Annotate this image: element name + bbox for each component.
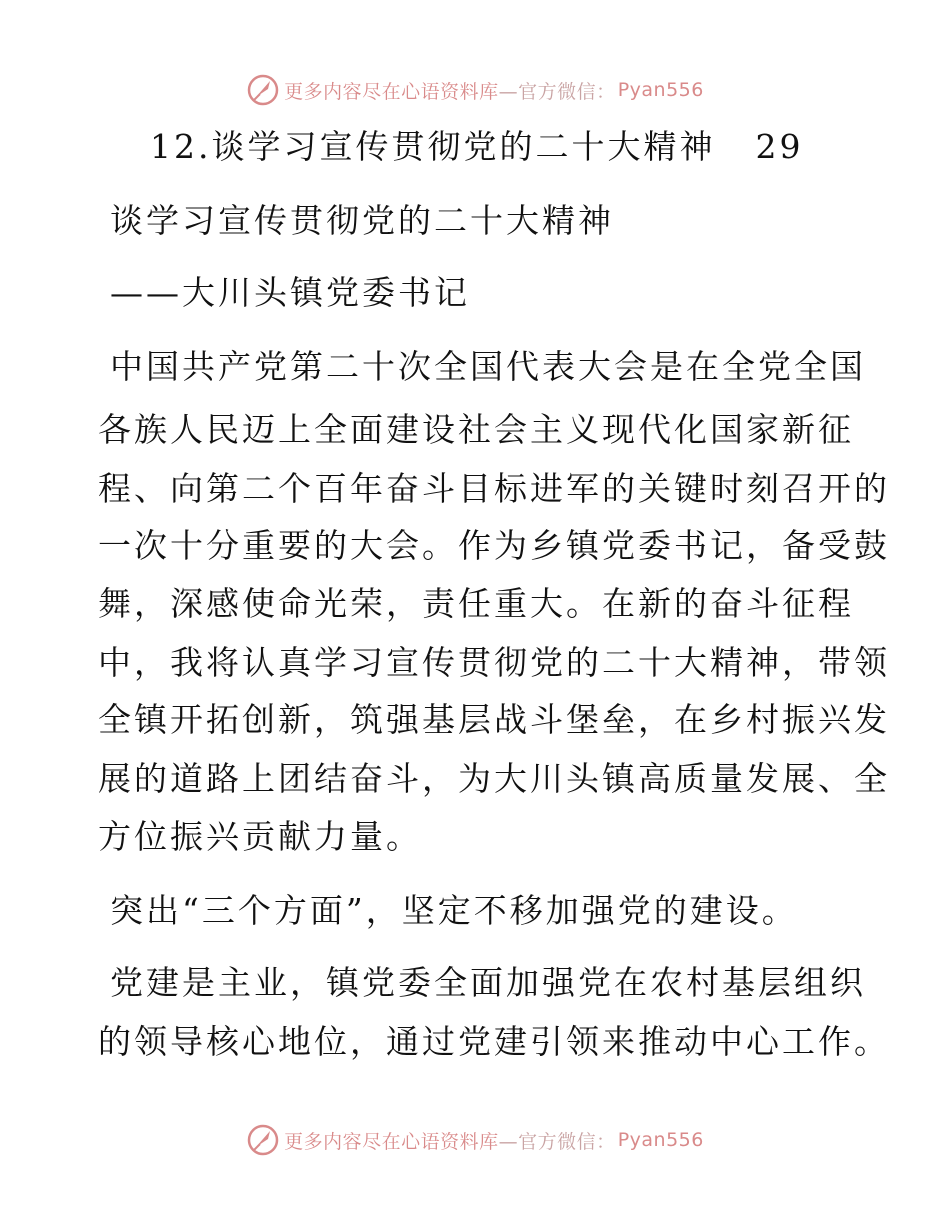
- body-line: 中，我将认真学习宣传贯彻党的二十大精神，带领: [98, 643, 890, 682]
- article-title: 谈学习宣传贯彻党的二十大精神: [110, 201, 614, 240]
- article-author: ——大川头镇党委书记: [110, 273, 470, 312]
- watermark-header: [0, 70, 950, 110]
- body-line: 各族人民迈上全面建设社会主义现代化国家新征: [98, 410, 854, 449]
- watermark-text: 更多内容尽在心语资料库: [284, 1130, 499, 1153]
- body-line: 舞，深感使命光荣，责任重大。在新的奋斗征程: [98, 584, 854, 623]
- body-line: 展的道路上团结奋斗，为大川头镇高质量发展、全: [98, 759, 890, 798]
- page-reference: 29: [755, 127, 804, 166]
- watermark-wechat-label: —官方微信：: [498, 1130, 616, 1153]
- body-line: 程、向第二个百年奋斗目标进军的关键时刻召开的: [98, 469, 890, 508]
- watermark-handle: Pyan556: [617, 1129, 704, 1151]
- watermark-wechat-label: —官方微信：: [498, 80, 616, 103]
- quill-logo-icon: [246, 1123, 280, 1157]
- watermark-footer: [0, 1120, 950, 1160]
- body-line: 党建是主业，镇党委全面加强党在农村基层组织: [110, 963, 866, 1002]
- body-line: 中国共产党第二十次全国代表大会是在全党全国: [110, 347, 866, 386]
- document-title-line: [150, 126, 910, 168]
- watermark-handle: Pyan556: [617, 79, 704, 101]
- document-number-title: 12.谈学习宣传贯彻党的二十大精神: [150, 127, 716, 166]
- body-line: 一次十分重要的大会。作为乡镇党委书记，备受鼓: [98, 526, 890, 565]
- section-heading: 突出“三个方面”，坚定不移加强党的建设。: [110, 891, 798, 930]
- body-line: 全镇开拓创新，筑强基层战斗堡垒，在乡村振兴发: [98, 700, 890, 739]
- quill-logo-icon: [246, 73, 280, 107]
- watermark-text: 更多内容尽在心语资料库: [284, 80, 499, 103]
- body-line: 方位振兴贡献力量。: [98, 817, 422, 856]
- body-line: 的领导核心地位，通过党建引领来推动中心工作。: [98, 1022, 890, 1061]
